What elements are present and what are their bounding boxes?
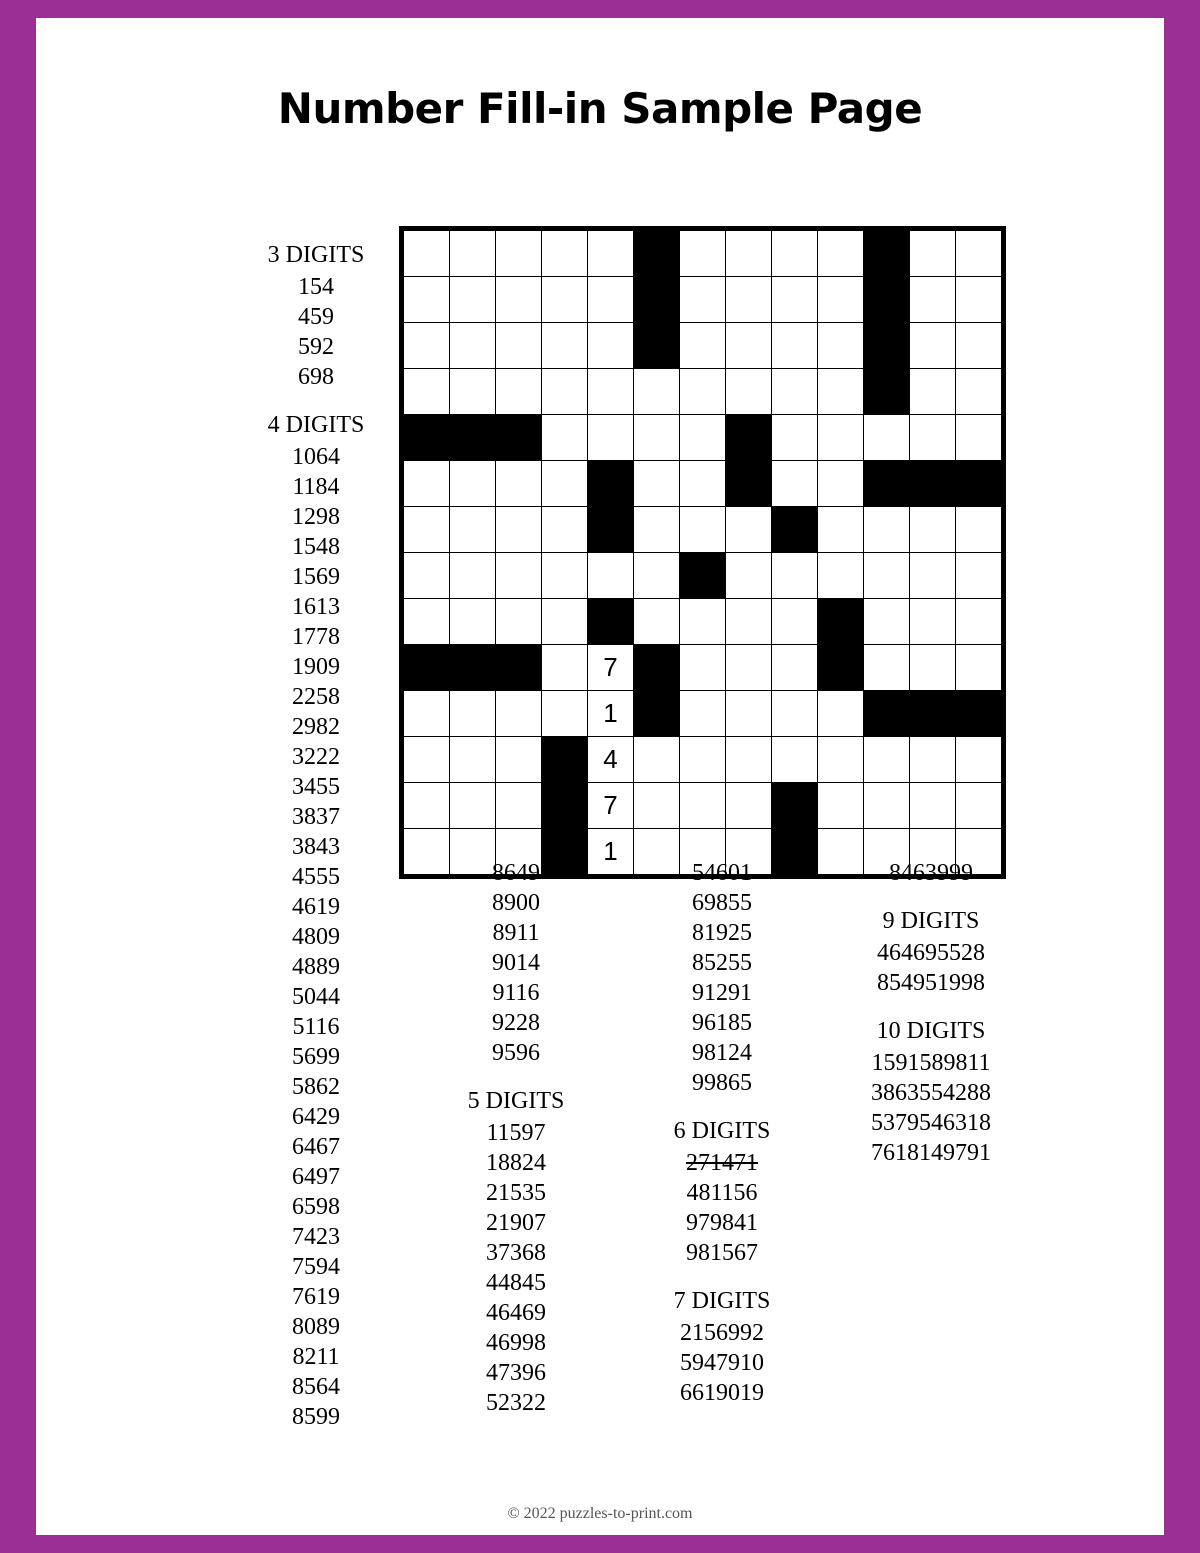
- copyright-footer: © 2022 puzzles-to-print.com: [507, 1505, 693, 1522]
- grid-cell[interactable]: [818, 553, 864, 599]
- grid-cell[interactable]: [542, 553, 588, 599]
- grid-cell[interactable]: [910, 415, 956, 461]
- grid-cell[interactable]: [772, 461, 818, 507]
- grid-cell[interactable]: [588, 277, 634, 323]
- grid-cell[interactable]: [956, 369, 1002, 415]
- grid-cell-block: [864, 461, 910, 507]
- word-list-header: 4 DIGITS: [267, 412, 365, 438]
- word-list-column-2: [432, 858, 600, 1418]
- word-list-number[interactable]: 1613: [292, 594, 340, 620]
- word-list-number[interactable]: 9596: [492, 1040, 540, 1066]
- grid-cell[interactable]: [542, 461, 588, 507]
- grid-cell[interactable]: [864, 737, 910, 783]
- grid-cell[interactable]: [496, 599, 542, 645]
- word-list-number[interactable]: 271471: [686, 1150, 758, 1176]
- grid-cell[interactable]: [450, 277, 496, 323]
- grid-cell-block: [634, 691, 680, 737]
- puzzle-grid[interactable]: [399, 226, 1006, 879]
- word-list-number[interactable]: 11597: [486, 1120, 546, 1146]
- grid-cell-block: [956, 461, 1002, 507]
- word-list-number[interactable]: 1184: [292, 474, 340, 500]
- grid-cell-block: [404, 645, 450, 691]
- grid-cell-block: [588, 507, 634, 553]
- grid-cell[interactable]: [910, 599, 956, 645]
- grid-cell[interactable]: [404, 507, 450, 553]
- grid-cell[interactable]: [542, 231, 588, 277]
- grid-cell[interactable]: [910, 737, 956, 783]
- word-list-number[interactable]: 6429: [292, 1104, 340, 1130]
- grid-cell[interactable]: [634, 415, 680, 461]
- grid-cell[interactable]: [404, 691, 450, 737]
- grid-cell[interactable]: [542, 277, 588, 323]
- grid-cell[interactable]: [588, 415, 634, 461]
- grid-cell[interactable]: [818, 369, 864, 415]
- word-list-number[interactable]: 9228: [492, 1010, 540, 1036]
- grid-cell[interactable]: [680, 645, 726, 691]
- word-list-number[interactable]: 8599: [292, 1404, 340, 1430]
- grid-row: [404, 415, 1002, 461]
- grid-cell[interactable]: [542, 691, 588, 737]
- grid-cell-block: [818, 599, 864, 645]
- grid-cell[interactable]: [818, 461, 864, 507]
- grid-cell[interactable]: [956, 277, 1002, 323]
- grid-cell-block: [634, 277, 680, 323]
- grid-cell-block: [496, 415, 542, 461]
- grid-cell[interactable]: [726, 737, 772, 783]
- grid-cell[interactable]: [910, 369, 956, 415]
- grid-table[interactable]: [403, 230, 1002, 875]
- word-list-number[interactable]: 3863554288: [871, 1080, 991, 1106]
- word-list-number[interactable]: 5862: [292, 1074, 340, 1100]
- word-list-number[interactable]: 98124: [692, 1040, 752, 1066]
- grid-cell[interactable]: [542, 415, 588, 461]
- grid-cell[interactable]: 7: [588, 645, 634, 691]
- grid-cell[interactable]: [542, 323, 588, 369]
- page-title: Number Fill-in Sample Page: [277, 84, 923, 133]
- word-list-number[interactable]: 459: [298, 304, 334, 330]
- grid-cell[interactable]: [864, 553, 910, 599]
- word-list-number[interactable]: 8564: [292, 1374, 340, 1400]
- grid-cell[interactable]: [588, 323, 634, 369]
- grid-cell-block: [542, 737, 588, 783]
- grid-cell[interactable]: [542, 645, 588, 691]
- word-list-number[interactable]: 91291: [692, 980, 752, 1006]
- grid-cell[interactable]: [634, 599, 680, 645]
- grid-cell[interactable]: [634, 737, 680, 783]
- grid-cell[interactable]: [910, 231, 956, 277]
- word-list-number[interactable]: 1064: [292, 444, 340, 470]
- word-list-number[interactable]: 2982: [292, 714, 340, 740]
- grid-cell-block: [910, 461, 956, 507]
- word-list-number[interactable]: 9014: [492, 950, 540, 976]
- word-list-number[interactable]: 3843: [292, 834, 340, 860]
- grid-cell[interactable]: [956, 323, 1002, 369]
- grid-cell[interactable]: [680, 277, 726, 323]
- grid-cell[interactable]: [450, 461, 496, 507]
- grid-cell[interactable]: [910, 277, 956, 323]
- word-list-number[interactable]: 3222: [292, 744, 340, 770]
- grid-cell[interactable]: [956, 553, 1002, 599]
- grid-cell-block: [910, 691, 956, 737]
- grid-row: [404, 507, 1002, 553]
- grid-cell[interactable]: [910, 553, 956, 599]
- word-list-number[interactable]: 1591589811: [871, 1050, 991, 1076]
- grid-cell[interactable]: [956, 737, 1002, 783]
- word-list-number[interactable]: 85255: [692, 950, 752, 976]
- grid-row: [404, 231, 1002, 277]
- grid-cell[interactable]: [680, 323, 726, 369]
- grid-cell[interactable]: [818, 691, 864, 737]
- grid-cell[interactable]: [496, 553, 542, 599]
- grid-cell[interactable]: [680, 507, 726, 553]
- grid-cell[interactable]: [496, 507, 542, 553]
- word-list-number[interactable]: 1909: [292, 654, 340, 680]
- word-list-number[interactable]: 854951998: [877, 970, 985, 996]
- grid-cell[interactable]: [404, 369, 450, 415]
- grid-cell[interactable]: [864, 783, 910, 829]
- word-list-number[interactable]: 6598: [292, 1194, 340, 1220]
- word-list-number[interactable]: 8900: [492, 890, 540, 916]
- word-list-number[interactable]: 154: [298, 274, 334, 300]
- word-list-number[interactable]: 1569: [292, 564, 340, 590]
- grid-cell[interactable]: [910, 645, 956, 691]
- grid-cell[interactable]: [496, 691, 542, 737]
- grid-cell[interactable]: [404, 323, 450, 369]
- grid-cell-block: [634, 645, 680, 691]
- word-list-header: 3 DIGITS: [267, 242, 365, 268]
- grid-cell[interactable]: [956, 415, 1002, 461]
- grid-cell[interactable]: [450, 599, 496, 645]
- word-list-number[interactable]: 5947910: [680, 1350, 764, 1376]
- grid-row: [404, 323, 1002, 369]
- grid-cell-block: [864, 369, 910, 415]
- grid-cell[interactable]: [818, 231, 864, 277]
- grid-cell[interactable]: [864, 645, 910, 691]
- grid-cell-block: [588, 599, 634, 645]
- word-list-number[interactable]: 46469: [486, 1300, 546, 1326]
- grid-cell[interactable]: [726, 277, 772, 323]
- grid-cell[interactable]: [726, 645, 772, 691]
- grid-cell[interactable]: [680, 369, 726, 415]
- grid-cell[interactable]: [680, 783, 726, 829]
- word-list-number[interactable]: 481156: [686, 1180, 758, 1206]
- grid-cell[interactable]: [404, 231, 450, 277]
- word-list-number[interactable]: 592: [298, 334, 334, 360]
- grid-cell[interactable]: [680, 599, 726, 645]
- grid-cell[interactable]: [404, 277, 450, 323]
- grid-row: [404, 461, 1002, 507]
- grid-cell[interactable]: [450, 507, 496, 553]
- word-list-number[interactable]: 54601: [692, 860, 752, 886]
- grid-cell-block: [542, 783, 588, 829]
- word-list-number[interactable]: 2156992: [680, 1320, 764, 1346]
- grid-cell[interactable]: 7: [588, 783, 634, 829]
- grid-cell[interactable]: [772, 553, 818, 599]
- word-list-number[interactable]: 69855: [692, 890, 752, 916]
- grid-cell[interactable]: [680, 461, 726, 507]
- grid-cell[interactable]: [404, 599, 450, 645]
- word-list-header: 10 DIGITS: [876, 1018, 986, 1044]
- grid-cell[interactable]: [588, 553, 634, 599]
- grid-cell-block: [772, 783, 818, 829]
- grid-cell[interactable]: [680, 737, 726, 783]
- word-list-number[interactable]: 6467: [292, 1134, 340, 1160]
- word-list-number[interactable]: 981567: [686, 1240, 758, 1266]
- word-list-number[interactable]: 8911: [492, 920, 540, 946]
- grid-cell-block: [404, 415, 450, 461]
- grid-cell[interactable]: 1: [588, 691, 634, 737]
- grid-cell-block: [956, 691, 1002, 737]
- grid-cell-block: [450, 645, 496, 691]
- grid-cell[interactable]: [956, 599, 1002, 645]
- grid-cell-block: [864, 323, 910, 369]
- grid-cell[interactable]: [450, 783, 496, 829]
- grid-cell[interactable]: [496, 277, 542, 323]
- word-list-number[interactable]: 18824: [486, 1150, 546, 1176]
- grid-row: [404, 369, 1002, 415]
- word-list-number[interactable]: 4619: [292, 894, 340, 920]
- word-list-number[interactable]: 44845: [486, 1270, 546, 1296]
- grid-cell[interactable]: [542, 369, 588, 415]
- grid-cell-block: [864, 231, 910, 277]
- grid-cell[interactable]: 1: [588, 829, 634, 875]
- grid-cell[interactable]: [864, 415, 910, 461]
- word-list-number[interactable]: 52322: [486, 1390, 546, 1416]
- grid-cell[interactable]: [450, 369, 496, 415]
- grid-cell[interactable]: [818, 507, 864, 553]
- grid-cell[interactable]: [818, 277, 864, 323]
- word-list-number[interactable]: 46998: [486, 1330, 546, 1356]
- grid-cell[interactable]: [726, 599, 772, 645]
- grid-cell[interactable]: [450, 691, 496, 737]
- grid-cell[interactable]: [818, 415, 864, 461]
- grid-cell[interactable]: [634, 461, 680, 507]
- word-list-number[interactable]: 4889: [292, 954, 340, 980]
- grid-cell[interactable]: [588, 231, 634, 277]
- word-list-number[interactable]: 21907: [486, 1210, 546, 1236]
- word-list-number[interactable]: 3455: [292, 774, 340, 800]
- word-list-number[interactable]: 9116: [492, 980, 540, 1006]
- grid-row: [404, 783, 1002, 829]
- word-list-column-3: [632, 858, 812, 1408]
- grid-cell[interactable]: [910, 507, 956, 553]
- grid-cell[interactable]: [772, 415, 818, 461]
- grid-cell[interactable]: [542, 507, 588, 553]
- word-list-number[interactable]: 7594: [292, 1254, 340, 1280]
- grid-cell[interactable]: [864, 507, 910, 553]
- grid-cell[interactable]: [910, 323, 956, 369]
- word-list-number[interactable]: 2258: [292, 684, 340, 710]
- grid-cell[interactable]: 4: [588, 737, 634, 783]
- grid-cell[interactable]: [496, 737, 542, 783]
- grid-cell[interactable]: [772, 231, 818, 277]
- word-list-header: 5 DIGITS: [467, 1088, 565, 1114]
- grid-row: [404, 737, 1002, 783]
- grid-row: [404, 553, 1002, 599]
- grid-cell[interactable]: [726, 231, 772, 277]
- grid-cell[interactable]: [496, 783, 542, 829]
- grid-cell-block: [726, 461, 772, 507]
- grid-cell-block: [634, 323, 680, 369]
- grid-cell[interactable]: [404, 737, 450, 783]
- grid-cell[interactable]: [496, 231, 542, 277]
- grid-cell[interactable]: [726, 553, 772, 599]
- grid-cell-block: [726, 415, 772, 461]
- word-list-number[interactable]: 7619: [292, 1284, 340, 1310]
- grid-cell-block: [634, 231, 680, 277]
- grid-cell[interactable]: [772, 599, 818, 645]
- word-list-number[interactable]: 8463999: [889, 860, 973, 886]
- grid-cell[interactable]: [772, 369, 818, 415]
- word-list-number[interactable]: 99865: [692, 1070, 752, 1096]
- grid-cell[interactable]: [772, 737, 818, 783]
- word-list-number[interactable]: 8211: [292, 1344, 340, 1370]
- grid-cell[interactable]: [726, 369, 772, 415]
- grid-cell[interactable]: [726, 783, 772, 829]
- word-list-number[interactable]: 7423: [292, 1224, 340, 1250]
- word-list-header: 9 DIGITS: [882, 908, 980, 934]
- grid-cell[interactable]: [726, 507, 772, 553]
- grid-row: [404, 645, 1002, 691]
- word-list-number[interactable]: 1298: [292, 504, 340, 530]
- grid-cell[interactable]: [680, 231, 726, 277]
- word-list-number[interactable]: 4809: [292, 924, 340, 950]
- word-list-number[interactable]: 979841: [686, 1210, 758, 1236]
- grid-cell[interactable]: [910, 783, 956, 829]
- grid-cell[interactable]: [956, 231, 1002, 277]
- word-list-number[interactable]: 5044: [292, 984, 340, 1010]
- grid-cell[interactable]: [818, 783, 864, 829]
- word-list-header: 7 DIGITS: [673, 1288, 771, 1314]
- word-list-number[interactable]: 21535: [486, 1180, 546, 1206]
- word-list-number[interactable]: 47396: [486, 1360, 546, 1386]
- word-list-number[interactable]: 698: [298, 364, 334, 390]
- word-list-header: 6 DIGITS: [673, 1118, 771, 1144]
- word-list-number[interactable]: 8649: [492, 860, 540, 886]
- grid-cell-block: [864, 691, 910, 737]
- grid-cell-block: [450, 415, 496, 461]
- grid-cell[interactable]: [726, 691, 772, 737]
- word-list-number[interactable]: 3837: [292, 804, 340, 830]
- grid-cell[interactable]: [680, 415, 726, 461]
- word-list-number[interactable]: 6619019: [680, 1380, 764, 1406]
- word-list-number[interactable]: 6497: [292, 1164, 340, 1190]
- puzzle-page: [36, 18, 1164, 1535]
- grid-cell[interactable]: [956, 645, 1002, 691]
- word-list-number[interactable]: 5699: [292, 1044, 340, 1070]
- grid-cell[interactable]: [818, 737, 864, 783]
- grid-cell[interactable]: [772, 277, 818, 323]
- grid-cell-block: [864, 277, 910, 323]
- grid-cell[interactable]: [496, 323, 542, 369]
- grid-cell[interactable]: [772, 645, 818, 691]
- grid-row: [404, 277, 1002, 323]
- grid-cell[interactable]: [634, 507, 680, 553]
- grid-row: [404, 691, 1002, 737]
- grid-cell[interactable]: [450, 737, 496, 783]
- grid-cell[interactable]: [542, 599, 588, 645]
- grid-cell[interactable]: [588, 369, 634, 415]
- grid-cell-block: [680, 553, 726, 599]
- word-list-number[interactable]: 4555: [292, 864, 340, 890]
- grid-cell[interactable]: [772, 323, 818, 369]
- word-list-number[interactable]: 37368: [486, 1240, 546, 1266]
- grid-cell[interactable]: [634, 553, 680, 599]
- grid-cell[interactable]: [772, 691, 818, 737]
- grid-cell-block: [818, 645, 864, 691]
- grid-cell[interactable]: [404, 783, 450, 829]
- grid-cell[interactable]: [450, 323, 496, 369]
- grid-cell-block: [772, 507, 818, 553]
- grid-cell[interactable]: [496, 461, 542, 507]
- grid-cell[interactable]: [404, 553, 450, 599]
- word-list-number[interactable]: 96185: [692, 1010, 752, 1036]
- word-list-number[interactable]: 7618149791: [871, 1140, 991, 1166]
- grid-cell[interactable]: [634, 369, 680, 415]
- grid-row: [404, 599, 1002, 645]
- grid-cell[interactable]: [404, 461, 450, 507]
- grid-cell[interactable]: [496, 369, 542, 415]
- grid-cell[interactable]: [726, 323, 772, 369]
- word-list-number[interactable]: 464695528: [877, 940, 985, 966]
- grid-cell[interactable]: [818, 323, 864, 369]
- grid-cell-block: [496, 645, 542, 691]
- grid-cell[interactable]: [680, 691, 726, 737]
- grid-cell[interactable]: [956, 507, 1002, 553]
- word-list-number[interactable]: 81925: [692, 920, 752, 946]
- grid-cell[interactable]: [864, 599, 910, 645]
- word-list-number[interactable]: 5116: [292, 1014, 340, 1040]
- grid-cell-block: [588, 461, 634, 507]
- word-list-number[interactable]: 5379546318: [871, 1110, 991, 1136]
- word-list-number[interactable]: 8089: [292, 1314, 340, 1340]
- grid-cell[interactable]: [450, 231, 496, 277]
- word-list-column-4: [826, 858, 1036, 1168]
- word-list-number[interactable]: 1778: [292, 624, 340, 650]
- grid-cell[interactable]: [450, 553, 496, 599]
- word-list-column-1: [232, 240, 400, 1432]
- grid-cell[interactable]: [956, 783, 1002, 829]
- word-list-number[interactable]: 1548: [292, 534, 340, 560]
- grid-cell[interactable]: [634, 783, 680, 829]
